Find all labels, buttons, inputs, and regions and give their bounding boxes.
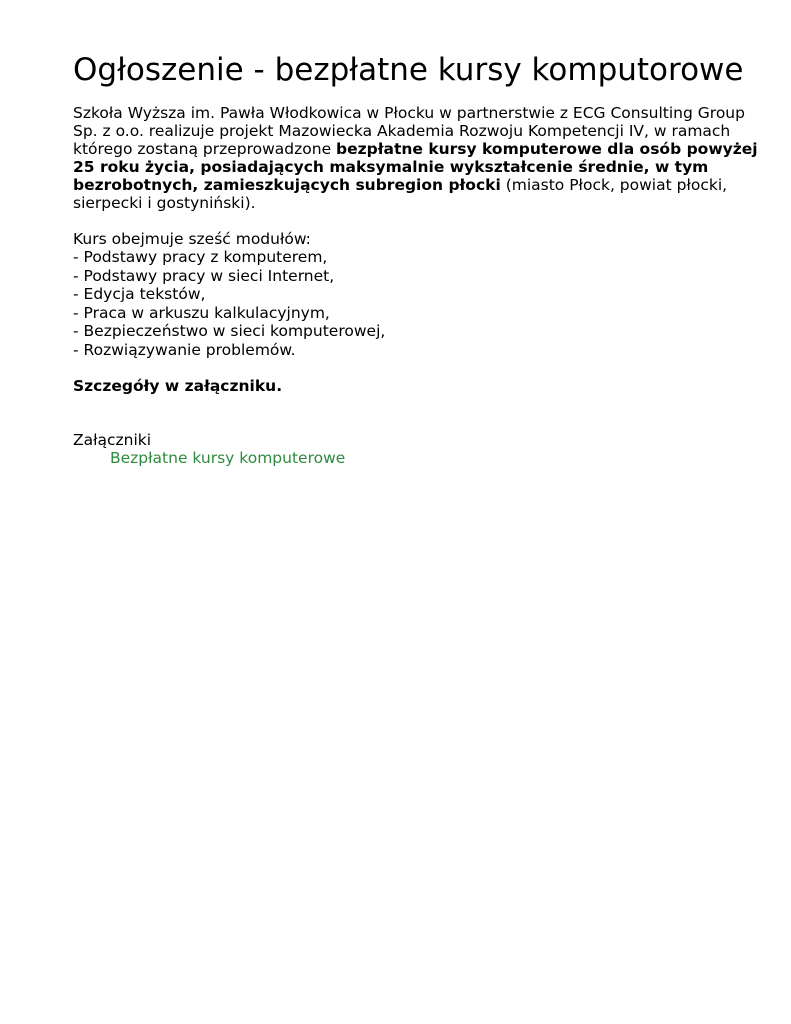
announcement — [73, 48, 763, 467]
intro-paragraph — [73, 104, 763, 212]
details-note: Szczegóły w załączniku. — [73, 377, 283, 395]
intro-bold-text: bezpłatne kursy komputerowe dla osób powyżej 25 roku życia, posiadających maksymalnie wykształcenie średnie, w tym bezrobotnych, zamieszkujących subregion płocki — [73, 140, 758, 194]
module-item: - Bezpieczeństwo w sieci komputerowej, — [73, 322, 763, 341]
spacer — [73, 212, 763, 230]
attachments-label: Załączniki — [73, 431, 152, 449]
intro-text-1: Szkoła Wyższa im. Pawła Włodkowica w Płocku w partnerstwie z ECG Consulting Group Sp. z o.o. realizuje projekt Mazowiecka Akademia Rozwoju Kompetencji IV, w ramach którego zostaną przeprowadzone — [73, 104, 745, 158]
intro-text-2: (miasto Płock, powiat płocki, sierpecki i gostyniński). — [73, 176, 728, 212]
module-list — [73, 248, 763, 359]
module-item: - Podstawy pracy w sieci Internet, — [73, 267, 763, 286]
module-item: - Praca w arkuszu kalkulacyjnym, — [73, 304, 763, 323]
module-item: - Podstawy pracy z komputerem, — [73, 248, 763, 267]
spacer — [73, 359, 763, 377]
spacer — [73, 413, 763, 431]
attachment-link[interactable]: Bezpłatne kursy komputerowe — [110, 449, 346, 467]
page-title: Ogłoszenie - bezpłatne kursy komputorowe — [73, 52, 744, 88]
spacer — [73, 395, 763, 413]
module-item: - Rozwiązywanie problemów. — [73, 341, 763, 360]
course-heading: Kurs obejmuje sześć modułów: — [73, 230, 311, 248]
module-item: - Edycja tekstów, — [73, 285, 763, 304]
